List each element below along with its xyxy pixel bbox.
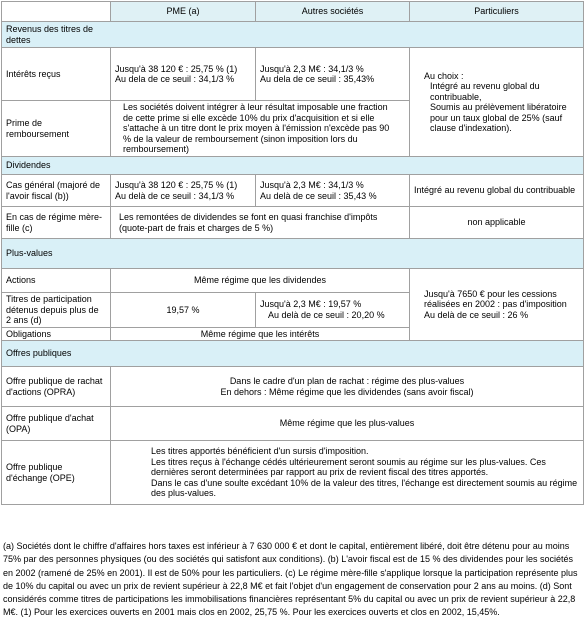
opra-line1: Dans le cadre d'un plan de rachat : régime des plus-values <box>229 376 465 386</box>
section-dividendes <box>2 157 584 175</box>
row-dividendes-general <box>2 175 584 207</box>
opra-line2: En dehors : Même régime que les dividendes (sans avoir fiscal) <box>220 386 474 397</box>
autres-line2: Au delà de ce seuil : 35,43 % <box>260 190 377 201</box>
row-label: Prime de remboursement <box>2 101 111 157</box>
ope-line3: Dans le cas d'une soulte excédant 10% de la valeur des titres, l'échange est directement soumis au régime des plus-values. <box>151 477 578 499</box>
part-line2: Intégré au revenu global du contribuable, <box>430 81 540 102</box>
autres-line1: Jusqu'à 2,3 M€ : 34,1/3 % <box>260 63 364 74</box>
cell-ope-text <box>111 441 584 505</box>
autres-line1: Jusqu'à 2,3 M€ : 34,1/3 % <box>260 180 364 190</box>
row-ope <box>2 441 584 505</box>
cell-pme <box>111 48 256 101</box>
cell-pme <box>111 175 256 207</box>
part-line1: Au choix : <box>424 70 464 81</box>
row-actions <box>2 269 584 293</box>
tax-table <box>1 1 584 505</box>
footnote: (a) Sociétés dont le chiffre d'affaires hors taxes est inférieur à 7 630 000 € et dont le capital, entièrement libéré, doit être détenu pour au moins 75% par des personnes physiques (ou des sociétés qui satisfont aux conditions). (b) L'avoir fiscal est de 15 % des dividendes pour les sociétés en 2002 (ramené de 25% en 2001). Il est de 50% pour les particuliers. (c) Le régime mère-fille s'applique lorsque la participation représente plus de 10% du capital ou avec un prix de revient supérieur à 22,8 M€ et fait l'objet d'un engagement de conservation pour 2 ans au moins. (d) Sont considérés comme titres de participations les immobilisations financières représentant 5% du capital ou avec un prix de revient supérieur à 22,8 M€. (1) Pour les exercices ouverts en 2001 mais clos en 2002, 25,75 %. Pour les exercices ouverts et clos en 2002, 15,45%. <box>3 541 578 618</box>
cell-opa-text: Même régime que les plus-values <box>111 407 584 441</box>
cell-prime-text: Les sociétés doivent intégrer à leur résultat imposable une fraction de cette prime si elle excède 10% du prix d'acquisition et si elle s'attache à un titre dont le prix moyen à l'émission n'excède pas 90 % de la valeur de remboursement (sinon imposition lors du remboursement) <box>111 101 410 157</box>
section-plus-values <box>2 239 584 269</box>
row-label: Offre publique de rachat d'actions (OPRA) <box>2 367 111 407</box>
section-title: Offres publiques <box>2 341 584 367</box>
cell-opra-text <box>111 367 584 407</box>
section-offres <box>2 341 584 367</box>
row-label: Offre publique d'achat (OPA) <box>2 407 111 441</box>
cell-particuliers <box>410 48 584 157</box>
header-blank <box>2 2 111 22</box>
row-interets <box>2 48 584 101</box>
row-mere-fille <box>2 207 584 239</box>
autres-line1: Jusqu'à 2,3 M€ : 19,57 % <box>260 299 362 310</box>
section-title: Dividendes <box>2 157 584 175</box>
cell-particuliers: Jusqu'à 7650 € pour les cessions réalisées en 2002 : pas d'imposition Au delà de ce seuil : 26 % <box>410 269 584 341</box>
pme-line1: Jusqu'à 38 120 € : 25,75 % (1) <box>115 63 238 74</box>
autres-line2: Au delà de ce seuil : 20,20 % <box>268 309 385 320</box>
row-label: Obligations <box>2 327 111 341</box>
header-pme: PME (a) <box>111 2 256 22</box>
header-row <box>2 2 584 22</box>
header-autres: Autres sociétés <box>256 2 410 22</box>
section-revenus <box>2 22 584 48</box>
cell-pme: 19,57 % <box>111 293 256 328</box>
cell-particuliers: non applicable <box>410 207 584 239</box>
cell-autres <box>256 293 410 328</box>
autres-line2: Au dela de ce seuil : 35,43% <box>260 74 375 84</box>
section-title: Revenus des titres de dettes <box>6 24 94 45</box>
pme-line2: Au delà de ce seuil : 34,1/3 % <box>115 190 235 201</box>
part-line3: Soumis au prélèvement libératoire pour un taux global de 25% (sauf clause d'indexation). <box>430 102 567 133</box>
pme-line1: Jusqu'à 38 120 € : 25,75 % (1) <box>115 180 238 190</box>
row-label: Cas général (majoré de l'avoir fiscal (b)) <box>2 175 111 207</box>
ope-line2: Les titres reçus à l'échange cédés ultérieurement seront soumis au régime sur les plus-values. Ces dernières seront determinées par rapport au prix de revient fiscal des titres apportés. <box>151 456 546 478</box>
row-label: Actions <box>2 269 111 293</box>
cell-mere-fille-text: Les remontées de dividendes se font en quasi franchise d'impôts (quote-part de frais et charges de 5 %) <box>111 207 410 239</box>
row-opra <box>2 367 584 407</box>
row-label: Titres de participation détenus depuis plus de 2 ans (d) <box>2 293 111 328</box>
cell-actions-text: Même régime que les dividendes <box>111 269 410 293</box>
row-label: Intérêts reçus <box>2 48 111 101</box>
cell-obligations-text: Même régime que les intérêts <box>111 327 410 341</box>
cell-particuliers: Intégré au revenu global du contribuable <box>410 175 584 207</box>
header-particuliers: Particuliers <box>410 2 584 22</box>
section-title: Plus-values <box>2 239 584 269</box>
row-label: Offre publique d'échange (OPE) <box>2 441 111 505</box>
cell-autres <box>256 175 410 207</box>
ope-line1: Les titres apportés bénéficient d'un sursis d'imposition. <box>151 446 369 457</box>
row-label: En cas de régime mère-fille (c) <box>2 207 111 239</box>
row-opa <box>2 407 584 441</box>
cell-autres <box>256 48 410 101</box>
pme-line2: Au dela de ce seuil : 34,1/3 % <box>115 74 235 84</box>
